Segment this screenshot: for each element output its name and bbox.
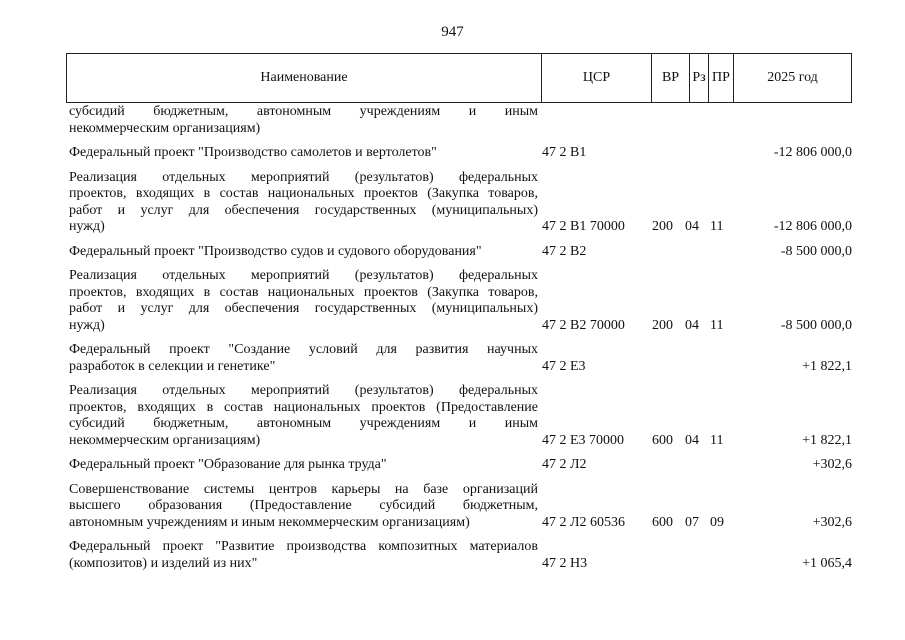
row-name-line: (композитов) и изделий из них" — [69, 555, 258, 571]
header-year: 2025 год — [767, 70, 818, 85]
header-csr: ЦСР — [542, 54, 652, 102]
row-csr: 47 2 В2 — [542, 243, 587, 259]
row-amount: -8 500 000,0 — [780, 243, 852, 259]
row-rz: 04 — [685, 317, 699, 333]
row-csr: 47 2 Н3 — [542, 555, 588, 571]
row-amount: +1 822,1 — [802, 358, 852, 374]
row-amount: +302,6 — [812, 514, 852, 530]
row-name — [66, 383, 538, 449]
row-name — [66, 342, 538, 375]
row-name — [66, 539, 538, 572]
page-number: 947 — [441, 24, 464, 40]
row-name — [66, 145, 538, 162]
header-name: Наименование — [67, 54, 542, 102]
row-name-line: субсидий бюджетным, автономным учреждениям и иным — [69, 104, 538, 119]
row-name-line: Совершенствование системы центров карьеры на базе организаций — [69, 481, 538, 497]
table-row — [66, 145, 852, 162]
row-name-line: Федеральный проект "Создание условий для развития научных — [69, 342, 538, 357]
row-name — [66, 244, 538, 261]
header-rz: Рз — [690, 54, 709, 102]
row-vr: 600 — [652, 432, 673, 448]
row-name-line: субсидий бюджетным, автономным учреждениям и иным — [69, 416, 538, 431]
row-name-line: нужд) — [69, 219, 105, 234]
row-name — [66, 457, 538, 474]
row-pr: 11 — [710, 317, 724, 333]
row-name-line: нужд) — [69, 317, 105, 333]
row-csr: 47 2 В1 — [542, 145, 587, 160]
row-amount: +1 065,4 — [802, 555, 852, 571]
row-name-line: Реализация отдельных мероприятий (результатов) федеральных — [69, 169, 538, 185]
row-csr: 47 2 Е3 — [542, 358, 586, 374]
row-amount: +1 822,1 — [802, 432, 852, 448]
row-name-line: автономным учреждениям и иным некоммерческим организациям) — [69, 514, 470, 530]
row-pr: 11 — [710, 432, 724, 448]
row-rz: 04 — [685, 219, 699, 234]
row-vr: 200 — [652, 219, 673, 234]
row-vr: 600 — [652, 514, 673, 530]
row-name-line: Федеральный проект "Образование для рынка труда" — [69, 457, 387, 472]
table-row — [66, 457, 852, 474]
table-row — [66, 104, 852, 137]
table-row — [66, 170, 852, 236]
row-name-line: Реализация отдельных мероприятий (результатов) федеральных — [69, 383, 538, 398]
row-amount: -8 500 000,0 — [780, 317, 852, 333]
row-rz: 07 — [685, 514, 699, 530]
row-name — [66, 268, 538, 334]
row-amount: -12 806 000,0 — [773, 219, 852, 234]
row-pr: 09 — [710, 514, 724, 530]
row-name-line: некоммерческим организациям) — [69, 432, 261, 448]
row-csr: 47 2 Е3 70000 — [542, 432, 625, 448]
row-name-line: проектов, входящих в состав национальных проектов (Предоставление — [69, 399, 538, 415]
table-body — [66, 104, 852, 572]
row-csr: 47 2 Л2 — [542, 457, 587, 472]
row-name-line: некоммерческим организациям) — [69, 120, 261, 136]
table-row — [66, 539, 852, 572]
row-name-line: работ и услуг для обеспечения государственных (муниципальных) — [69, 202, 538, 218]
table-row — [66, 244, 852, 261]
table-header — [66, 53, 852, 103]
row-name-line: работ и услуг для обеспечения государственных (муниципальных) — [69, 301, 538, 316]
row-csr: 47 2 В1 70000 — [542, 219, 625, 234]
row-rz: 04 — [685, 432, 699, 448]
row-name-line: Федеральный проект "Развитие производства композитных материалов — [69, 539, 538, 554]
row-name-line: разработок в селекции и генетике" — [69, 358, 276, 374]
header-vr: ВР — [652, 54, 690, 102]
table-row — [66, 268, 852, 334]
row-name-line: Реализация отдельных мероприятий (результатов) федеральных — [69, 268, 538, 283]
row-name-line: Федеральный проект "Производство судов и судового оборудования" — [69, 243, 482, 259]
table-row — [66, 342, 852, 375]
row-name-line: проектов, входящих в состав национальных проектов (Закупка товаров, — [69, 186, 538, 201]
row-name — [66, 482, 538, 532]
header-pr: ПР — [709, 54, 734, 102]
table-row — [66, 383, 852, 449]
row-name — [66, 170, 538, 236]
row-pr: 11 — [710, 219, 724, 234]
row-vr: 200 — [652, 317, 673, 333]
row-name-line: проектов, входящих в состав национальных проектов (Закупка товаров, — [69, 284, 538, 300]
row-amount: -12 806 000,0 — [773, 145, 852, 160]
row-csr: 47 2 Л2 60536 — [542, 514, 625, 530]
row-name-line: высшего образования (Предоставление субсидий бюджетным, — [69, 498, 538, 513]
row-amount: +302,6 — [812, 457, 852, 472]
budget-table — [66, 53, 852, 572]
row-name — [66, 104, 538, 137]
row-name-line: Федеральный проект "Производство самолетов и вертолетов" — [69, 145, 437, 160]
table-row — [66, 482, 852, 532]
row-csr: 47 2 В2 70000 — [542, 317, 625, 333]
